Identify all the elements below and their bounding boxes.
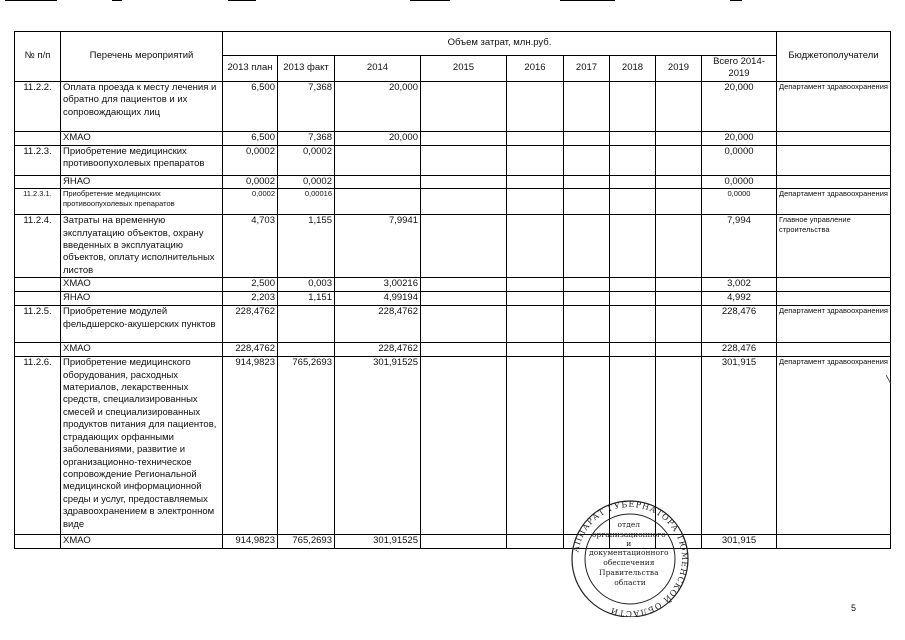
svg-text:отдел организационного — [589, 520, 671, 587]
row-name: ХМАО — [61, 343, 223, 357]
cell-total: 0,0000 — [702, 145, 777, 175]
header-year: 2013 план — [223, 56, 278, 82]
stamp-ring-text: АППАРАТ ГУБЕРНАТОРА ТЮМЕНСКОЙ ОБЛАСТИ — [571, 499, 690, 617]
header-year: 2017 — [564, 56, 610, 82]
stamp-line: отдел — [617, 520, 641, 529]
cell-2013-fact: 0,0002 — [278, 145, 335, 175]
cell-2013-fact: 1,151 — [278, 292, 335, 306]
cell-2013-plan: 0,0002 — [223, 189, 278, 215]
cell-2013-fact: 7,368 — [278, 131, 335, 145]
cell-budget: Департамент здравоохранения — [777, 189, 891, 215]
cell-2014: 228,4762 — [335, 343, 421, 357]
table-row — [15, 357, 891, 535]
page-number: 5 — [851, 603, 857, 613]
official-stamp — [560, 497, 700, 617]
table-row — [15, 343, 891, 357]
cell-2013-fact: 765,2693 — [278, 535, 335, 549]
cell-total: 3,002 — [702, 278, 777, 292]
cell-total: 20,000 — [702, 81, 777, 131]
cell-total: 301,915 — [702, 535, 777, 549]
cell-budget: Департамент здравоохранения — [777, 81, 891, 131]
table-row — [15, 292, 891, 306]
header-activity: Перечень мероприятий — [61, 32, 223, 82]
cell-2014: 4,99194 — [335, 292, 421, 306]
row-name: Затраты на временную эксплуатацию объектов, охрану введенных в эксплуатацию объектов, оплату исполнительных листов — [61, 215, 223, 278]
cell-total: 301,915 — [702, 357, 777, 535]
row-code: 11.2.4. — [15, 215, 61, 278]
cell-2013-plan: 0,0002 — [223, 145, 278, 175]
header-year: 2019 — [656, 56, 702, 82]
row-name: ХМАО — [61, 535, 223, 549]
header-recipients: Бюджетополучатели — [777, 32, 891, 82]
stamp-line: области — [614, 578, 646, 587]
cell-2013-fact: 0,003 — [278, 278, 335, 292]
pen-mark-icon — [886, 375, 892, 385]
cell-2013-plan: 914,9823 — [223, 357, 278, 535]
header-year: Всего 2014-2019 — [702, 56, 777, 82]
cell-2014: 228,4762 — [335, 306, 421, 343]
table-row — [15, 175, 891, 188]
header-num: № п/п — [15, 32, 61, 82]
row-code: 11.2.3. — [15, 145, 61, 175]
table-row — [15, 535, 891, 549]
cell-total: 7,994 — [702, 215, 777, 278]
cell-budget: Главное управление строительства — [777, 215, 891, 278]
cell-total: 228,476 — [702, 343, 777, 357]
row-name: Оплата проезда к месту лечения и обратно для пациентов и их сопровождающих лиц — [61, 81, 223, 131]
cell-2013-plan: 6,500 — [223, 81, 278, 131]
row-name: ЯНАО — [61, 175, 223, 188]
cell-total: 20,000 — [702, 131, 777, 145]
header-year: 2014 — [335, 56, 421, 82]
header-year: 2015 — [421, 56, 507, 82]
top-edge-marks — [0, 0, 905, 6]
header-year: 2016 — [507, 56, 564, 82]
cell-2013-plan: 4,703 — [223, 215, 278, 278]
header-costs: Объем затрат, млн.руб. — [223, 32, 777, 56]
cell-budget: Департамент здравоохранения — [777, 357, 891, 535]
table-row — [15, 215, 891, 278]
cell-2014: 301,91525 — [335, 535, 421, 549]
row-code: 11.2.5. — [15, 306, 61, 343]
cell-2014: 301,91525 — [335, 357, 421, 535]
cell-budget: Департамент здравоохранения — [777, 306, 891, 343]
cell-2014: 20,000 — [335, 81, 421, 131]
cell-2013-plan: 228,4762 — [223, 306, 278, 343]
table-row — [15, 81, 891, 131]
cell-2013-fact: 0,00016 — [278, 189, 335, 215]
cell-2013-plan: 0,0002 — [223, 175, 278, 188]
cell-total: 4,992 — [702, 292, 777, 306]
cell-2013-fact: 765,2693 — [278, 357, 335, 535]
stamp-line: и — [626, 539, 632, 548]
cell-2014: 20,000 — [335, 131, 421, 145]
cell-2013-fact: 7,368 — [278, 81, 335, 131]
row-code: 11.2.2. — [15, 81, 61, 131]
row-code: 11.2.6. — [15, 357, 61, 535]
table-row — [15, 306, 891, 343]
row-name: Приобретение медицинских противоопухолевых препаратов — [61, 145, 223, 175]
cell-2013-fact: 1,155 — [278, 215, 335, 278]
stamp-line: обеспечения — [603, 558, 655, 567]
row-code: 11.2.3.1. — [15, 189, 61, 215]
row-name: ХМАО — [61, 131, 223, 145]
row-name: Приобретение медицинских противоопухолевых препаратов — [61, 189, 223, 215]
cell-2014: 3,00216 — [335, 278, 421, 292]
cell-2013-plan: 914,9823 — [223, 535, 278, 549]
cell-2013-plan: 2,203 — [223, 292, 278, 306]
cell-2013-plan: 6,500 — [223, 131, 278, 145]
header-year: 2013 факт — [278, 56, 335, 82]
cell-2013-fact: 0,0002 — [278, 175, 335, 188]
cell-2013-plan: 228,4762 — [223, 343, 278, 357]
cell-2013-plan: 2,500 — [223, 278, 278, 292]
table-row — [15, 278, 891, 292]
cell-total: 0,0000 — [702, 175, 777, 188]
expenditure-table — [14, 31, 891, 549]
table-row — [15, 145, 891, 175]
row-name: ХМАО — [61, 278, 223, 292]
cell-total: 0,0000 — [702, 189, 777, 215]
stamp-line: Правительства — [599, 568, 659, 577]
row-name: ЯНАО — [61, 292, 223, 306]
row-name: Приобретение модулей фельдшерско-акушерских пунктов — [61, 306, 223, 343]
header-year: 2018 — [610, 56, 656, 82]
cell-2014: 7,9941 — [335, 215, 421, 278]
table-row — [15, 189, 891, 215]
cell-total: 228,476 — [702, 306, 777, 343]
row-name: Приобретение медицинского оборудования, расходных материалов, лекарственных средств, специализированных смесей и специализированных продуктов питания для пациентов, страдающих орфанными заболеваниями, развитие и организационно-техническое сопровождение Региональной медицинской информационной среды и услуг, предоставляемых здравоохранением в электронном виде — [61, 357, 223, 535]
stamp-line: документационного — [589, 548, 669, 557]
table-row — [15, 131, 891, 145]
stamp-line: организационного — [592, 530, 666, 539]
